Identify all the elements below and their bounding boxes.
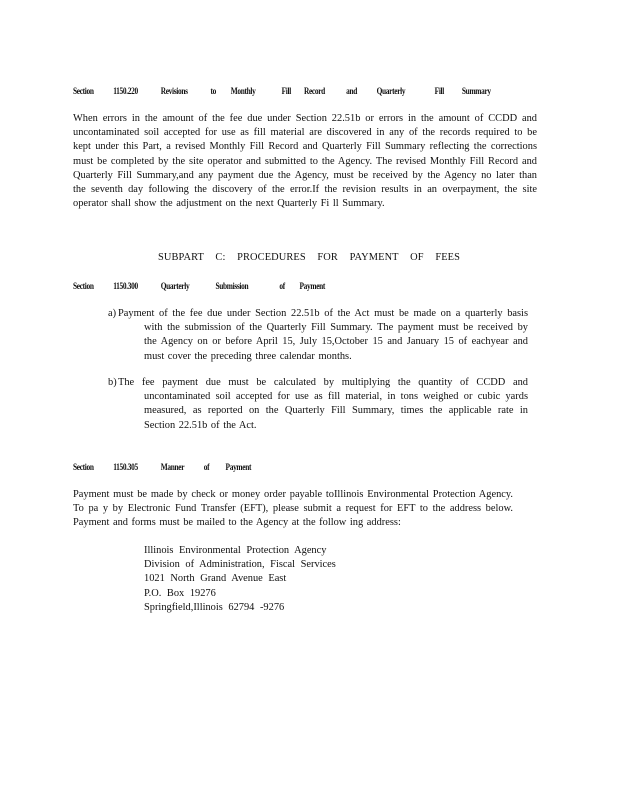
- section-number: 1150.300: [113, 281, 138, 291]
- heading-word: Fill: [434, 86, 444, 96]
- heading-word: of: [203, 462, 210, 472]
- section-number: 1150.220: [113, 86, 138, 96]
- heading-word: Quarterly: [160, 281, 190, 291]
- section-word: Section: [73, 281, 94, 291]
- heading-word: of: [279, 281, 285, 291]
- address-line: Division of Administration, Fiscal Services: [144, 559, 336, 571]
- list-item-b: [108, 376, 528, 433]
- heading-word: Monthly: [230, 86, 256, 96]
- heading-word: Quarterly: [376, 86, 406, 96]
- address-line: Illinois Environmental Protection Agency: [144, 545, 327, 556]
- heading-word: Submission: [215, 281, 249, 291]
- list-item-a: [108, 307, 528, 364]
- section-1150-300-heading: [73, 281, 325, 291]
- item-label: b): [108, 377, 117, 388]
- section-number: 1150.305: [113, 462, 138, 472]
- heading-word: Fill: [281, 86, 291, 96]
- item-label: a): [108, 308, 117, 319]
- section-1150-220-heading: [73, 86, 491, 96]
- section-1150-305-body: Payment must be made by check or money order payable toIllinois Environmental Protection Agency. To pa y by Electronic Fund Transfer (EFT), please submit a request for EFT to the address below. Payment and forms must be mailed to the Agency at the follow ing address:: [73, 489, 513, 529]
- section-1150-305-heading: [73, 462, 251, 472]
- item-text: The fee payment due must be calculated by multiplying the quantity of CCDD and uncontaminated soil accepted for use as fill material, in tons weighed or cubic yards measured, as reported on the Quarterly Fill Summary, times the applicable rate in Section 22.51b of the Act.: [118, 377, 528, 431]
- address-line: 1021 North Grand Avenue East: [144, 573, 287, 585]
- heading-word: Summary: [461, 86, 491, 96]
- address-line: Springfield,Illinois 62794 -9276: [144, 601, 285, 613]
- subpart-heading: SUBPART C: PROCEDURES FOR PAYMENT OF FEES: [158, 252, 460, 263]
- mailing-address: [144, 544, 336, 615]
- section-word: Section: [73, 462, 94, 472]
- heading-word: and: [346, 86, 358, 96]
- heading-word: Revisions: [160, 86, 188, 96]
- address-line: P.O. Box 19276: [144, 587, 216, 599]
- heading-word: Payment: [299, 281, 326, 291]
- section-1150-220-body: When errors in the amount of the fee due under Section 22.51b or errors in the amount of CCDD and uncontaminated soil accepted for use as fill material are discovered in any of the records required to be kept under this Part, a revised Monthly Fill Record and Quarterly Fill Summary reflecting the corrections must be completed by the site operator and submitted to the Agency. The revised Monthly Fill Record and Quarterly Fill Summary,and any payment due the Agency, must be received by the Agency no later than the seventh day following the discovery of the error.If the revision results in an overpayment, the site operator shall show the adjustment on the next Quarterly Fi ll Summary.: [73, 113, 537, 210]
- section-word: Section: [73, 86, 94, 96]
- heading-word: Payment: [225, 462, 252, 472]
- heading-word: Manner: [160, 462, 185, 472]
- heading-word: to: [210, 86, 217, 96]
- heading-word: Record: [303, 86, 325, 96]
- item-text: Payment of the fee due under Section 22.51b of the Act must be made on a quarterly basis with the submission of the Quarterly Fill Summary. The payment must be received by the Agency on or before April 15, July 15,October 15 and January 15 of eachyear and must cover the preceding three calendar months.: [118, 308, 528, 362]
